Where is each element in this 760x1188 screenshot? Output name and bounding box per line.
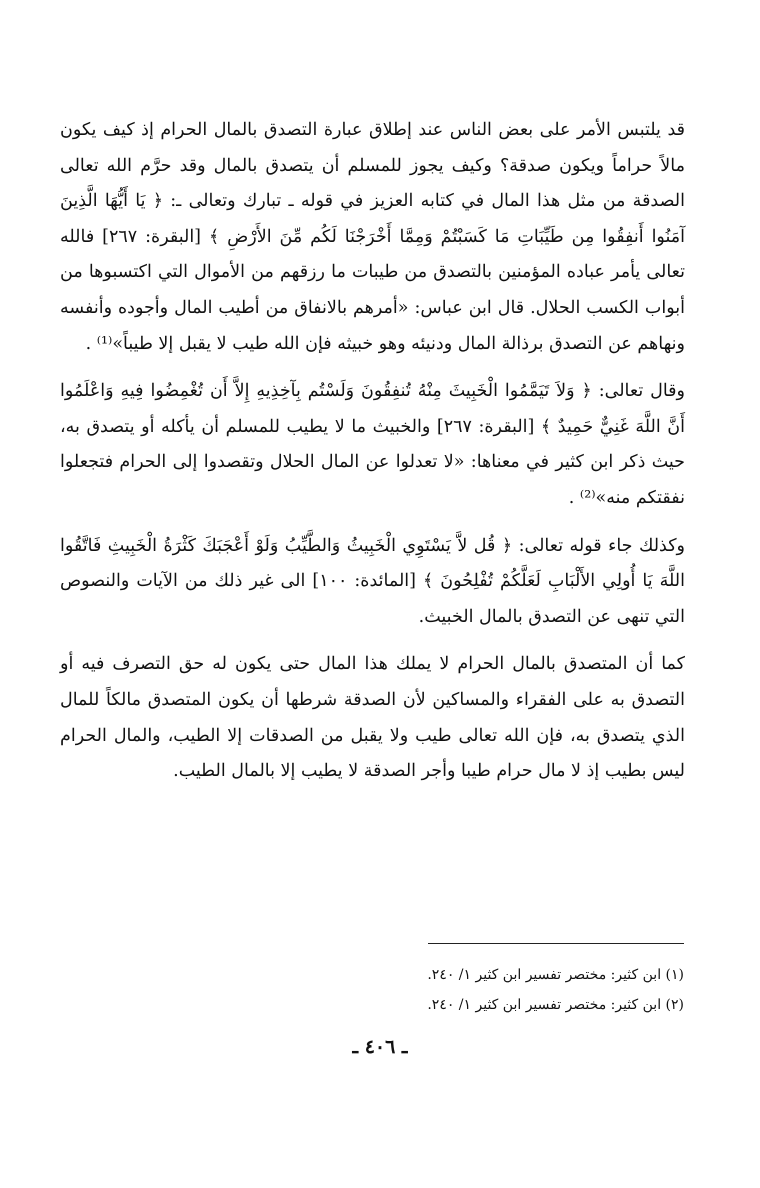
paragraph-2: وقال تعالى: ﴿ وَلاَ تَيَمَّمُوا الْخَبِيثَ مِنْهُ تُنفِقُونَ وَلَسْتُم بِآخِذِيهِ إِلاَّ أَن تُغْمِضُوا فِيهِ وَاعْلَمُوا أَنَّ اللَّهَ غَنِيٌّ حَمِيدٌ ﴾ [البقرة: ٢٦٧] والخبيث ما لا يطيب للمسلم أن يأكله أو يتصدق به، حيث ذكر ابن كثير في معناها: «لا تعدلوا عن المال الحلال وتقصدوا إلى الحرام فتجعلوا نفقتكم منه»⁽²⁾ . — [60, 381, 686, 508]
paragraph-3: وكذلك جاء قوله تعالى: ﴿ قُل لاَّ يَسْتَوِي الْخَبِيثُ وَالطَّيِّبُ وَلَوْ أَعْجَبَكَ كَثْرَةُ الْخَبِيثِ فَاتَّقُوا اللَّهَ يَا أُولِي الأَلْبَابِ لَعَلَّكُمْ تُفْلِحُونَ ﴾ [المائدة: ١٠٠] الى غير ذلك من الآيات والنصوص التي تنهى عن التصدق بالمال الخبيث. — [60, 535, 686, 627]
footnote-2: (٢) ابن كثير: مختصر تفسير ابن كثير ١/ ٢٤٠. — [427, 997, 684, 1013]
footnotes — [280, 960, 684, 1020]
paragraph-4: كما أن المتصدق بالمال الحرام لا يملك هذا المال حتى يكون له حق التصرف فيه أو التصدق به على الفقراء والمساكين لأن الصدقة شرطها أن يكون المتصدق مالكاً للمال الذي يتصدق به، فإن الله تعالى طيب ولا يقبل من الصدقات إلا الطيب، والمال الحرام ليس بطيب إذ لا مال حرام طيبا وأجر الصدقة لا يطيب إلا بالمال الطيب. — [60, 654, 685, 782]
footnote-divider — [428, 943, 684, 944]
paragraph-1: قد يلتبس الأمر على بعض الناس عند إطلاق عبارة التصدق بالمال الحرام إذ كيف يكون مالاً حراماً ويكون صدقة؟ وكيف يجوز للمسلم أن يتصدق بالمال وقد حرَّم الله تعالى الصدقة من مثل هذا المال في كتابه العزيز في قوله ـ تبارك وتعالى ـ: ﴿ يَا أَيُّهَا الَّذِينَ آمَنُوا أَنفِقُوا مِن طَيِّبَاتِ مَا كَسَبْتُمْ وَمِمَّا أَخْرَجْنَا لَكُم مِّنَ الأَرْضِ ﴾ [البقرة: ٢٦٧] فالله تعالى يأمر عباده المؤمنين بالتصدق من طيبات ما رزقهم من الأموال التي اكتسبوها من أبواب الكسب الحلال. قال ابن عباس: «أمرهم بالانفاق من أطيب المال وأجوده وأنفسه ونهاهم عن التصدق برذالة المال ودنيئه وهو خبيثه فإن الله طيب لا يقبل إلا طيباً»⁽¹⁾ . — [60, 120, 686, 354]
main-text — [60, 113, 685, 790]
footnote-1: (١) ابن كثير: مختصر تفسير ابن كثير ١/ ٢٤٠. — [427, 967, 684, 983]
page-number: ـ ٤٠٦ ـ — [352, 1036, 408, 1058]
